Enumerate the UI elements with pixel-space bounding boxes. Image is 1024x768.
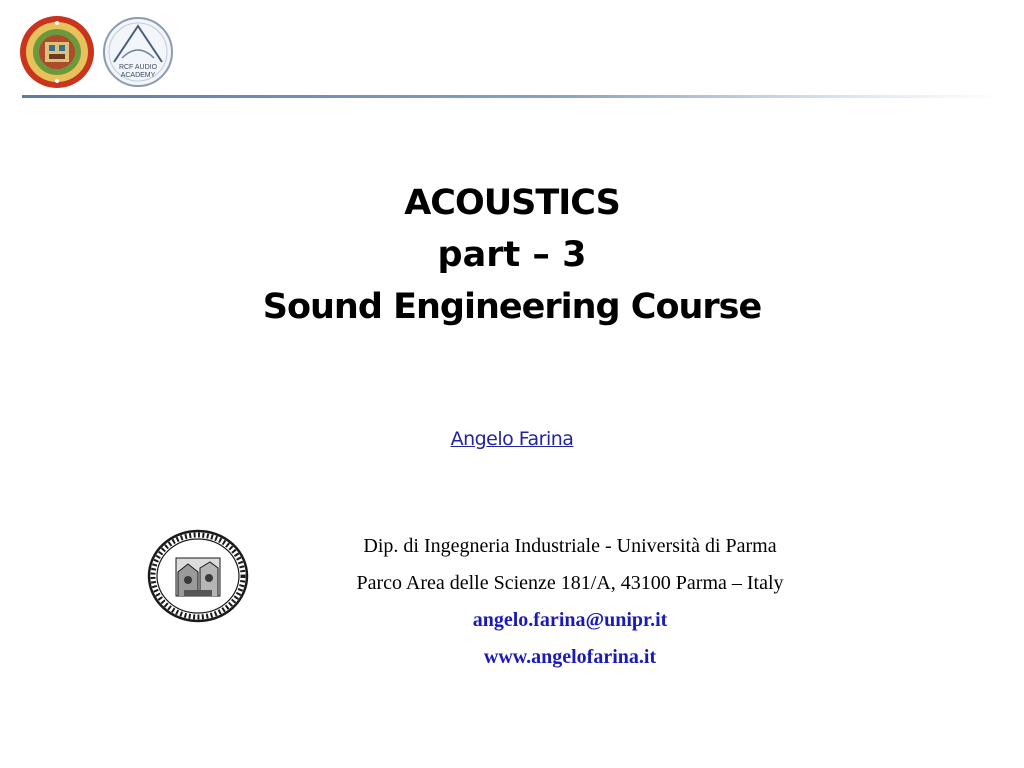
university-crest-logo-icon (18, 14, 96, 90)
author-link[interactable]: Angelo Farina (450, 428, 574, 450)
rcf-logo-text-line1: RCF AUDIO (118, 64, 158, 71)
slide-title (0, 177, 1024, 333)
email-link[interactable]: angelo.farina@unipr.it (472, 609, 668, 631)
rcf-logo-text-line2: ACADEMY (120, 72, 156, 79)
rcf-audio-academy-logo-icon (102, 16, 174, 88)
author-block (0, 428, 1024, 450)
title-line-2: part – 3 (437, 235, 587, 275)
header-divider (22, 95, 1002, 98)
department-text: Dip. di Ingegneria Industriale - Università di Parma (363, 535, 777, 557)
title-line-1: ACOUSTICS (404, 183, 620, 223)
website-link[interactable]: www.angelofarina.it (483, 646, 657, 668)
contact-block (200, 528, 940, 676)
title-line-3: Sound Engineering Course (262, 287, 762, 327)
address-text: Parco Area delle Scienze 181/A, 43100 Parma – Italy (356, 572, 784, 594)
